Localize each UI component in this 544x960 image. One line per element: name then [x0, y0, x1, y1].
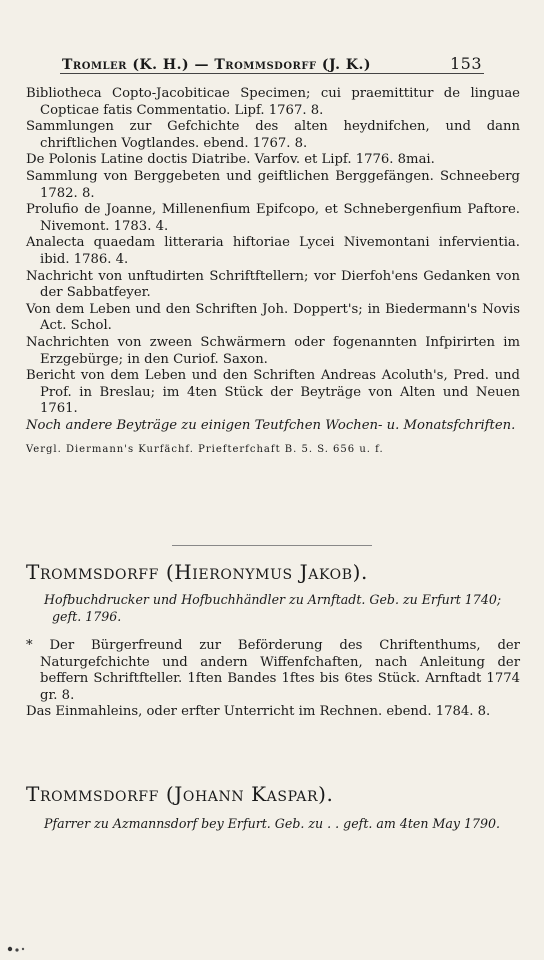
- bibliography-entry: Nachrichten von zween Schwärmern oder fogenannten Infpirirten im Erzgebürge; in den Curiof. Saxon.: [26, 334, 520, 367]
- bibliography-entry: Analecta quaedam litteraria hiftoriae Lycei Nivemontani infervientia. ibid. 1786. 4.: [26, 235, 520, 267]
- hieronymus-bibliography: [26, 638, 520, 721]
- reference-note: Vergl. Diermann's Kurfächf. Priefterfchaft B. 5. S. 656 u. f.: [26, 444, 384, 456]
- page-stain-marks: [6, 942, 36, 954]
- running-header: [62, 54, 482, 73]
- bibliography-entry: * Der Bürgerfreund zur Beförderung des Chriftenthums, der Naturgefchichte und andern Wiffenfchaften, nach Anleitung der beffern Schriftfteller. 1ften Bandes 1ftes bis 6tes Stück. Arnftadt 1774 gr. 8.: [26, 638, 520, 703]
- section-divider: [172, 545, 372, 546]
- bibliography-entry: Das Einmahleins, oder erfter Unterricht im Rechnen. ebend. 1784. 8.: [26, 704, 491, 720]
- bibliography-entry-italic: Noch andere Beyträge zu einigen Teutfchen Wochen- u. Monatsfchriften.: [26, 417, 516, 433]
- bibliography-entry: Bibliotheca Copto-Jacobiticae Specimen; cui praemittitur de linguae Copticae fatis Commentatio. Lipf. 1767. 8.: [26, 86, 520, 118]
- tromler-bibliography: [26, 86, 520, 459]
- biography-line-hieronymus: Hofbuchdrucker und Hofbuchhändler zu Arnftadt. Geb. zu Erfurt 1740; geft. 1796.: [44, 592, 502, 624]
- bibliography-entry: Prolufio de Joanne, Millenenfium Epifcopo, et Schnebergenfium Paftore. Nivemont. 1783. 4.: [26, 202, 520, 234]
- biography-line-johann: Pfarrer zu Azmannsdorf bey Erfurt. Geb. zu . . geft. am 4ten May 1790.: [44, 816, 501, 831]
- header-rule: [60, 73, 484, 74]
- bibliography-entry: Nachricht von unftudirten Schriftftellern; vor Dierfoh'ens Gedanken von der Sabbatfeyer.: [26, 268, 520, 301]
- running-title: Tromler (K. H.) — Trommsdorff (J. K.): [62, 57, 372, 73]
- page-number: 153: [449, 54, 482, 73]
- bibliography-entry: Sammlungen zur Gefchichte des alten heydnifchen, und dann chriftlichen Vogtlandes. ebend. 1767. 8.: [26, 119, 520, 151]
- bibliography-entry: Von dem Leben und den Schriften Joh. Doppert's; in Biedermann's Novis Act. Schol.: [26, 301, 520, 334]
- section-heading-johann: Trommsdorff (Johann Kaspar).: [26, 782, 334, 806]
- bibliography-entry: Sammlung von Berggebeten und geiftlichen Berggefängen. Schneeberg 1782. 8.: [26, 168, 520, 201]
- section-heading-hieronymus: Trommsdorff (Hieronymus Jakob).: [26, 560, 368, 584]
- bibliography-entry: De Polonis Latine doctis Diatribe. Varfov. et Lipf. 1776. 8mai.: [26, 152, 435, 168]
- bibliography-entry: Bericht von dem Leben und den Schriften Andreas Acoluth's, Pred. und Prof. in Breslau; im 4ten Stück der Beyträge von Alten und Neuen 1761.: [26, 368, 520, 417]
